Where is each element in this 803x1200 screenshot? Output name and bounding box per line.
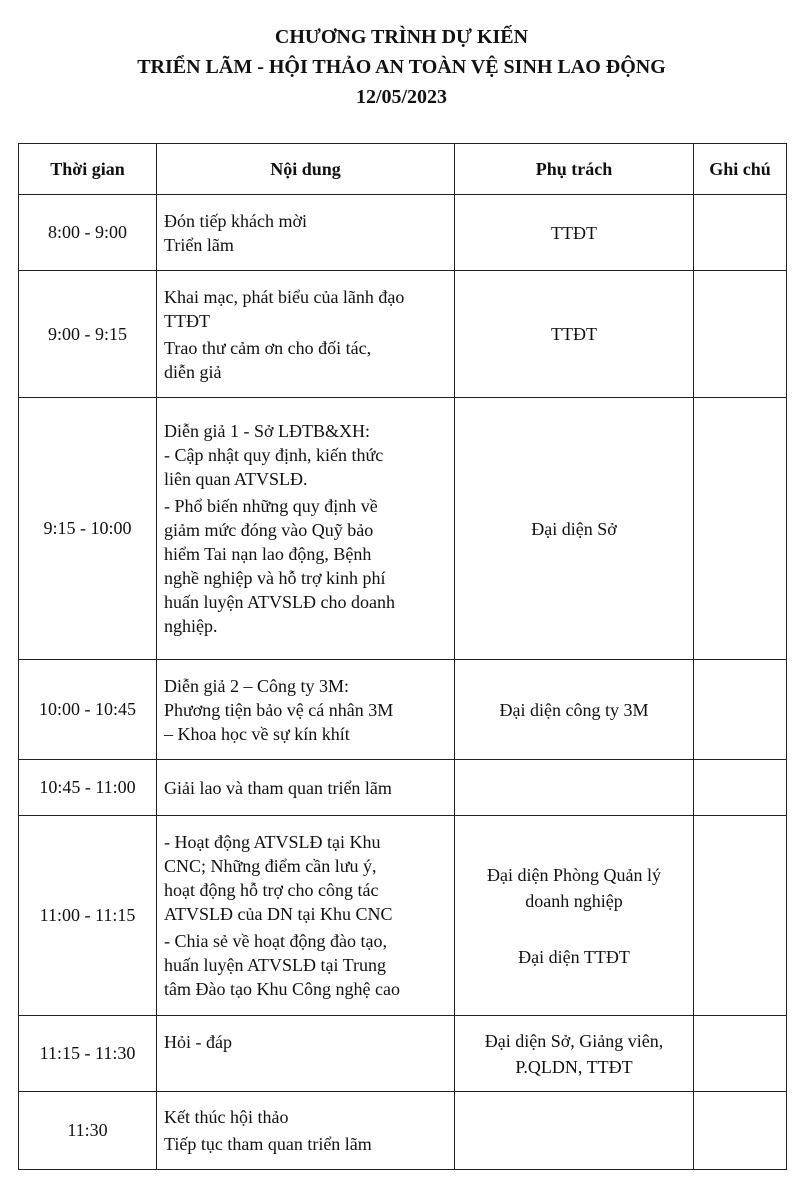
cell-owner: [455, 195, 694, 271]
content-line: – Khoa học về sự kín khít: [164, 723, 350, 744]
cell-content: [157, 195, 455, 271]
cell-owner: [455, 1092, 694, 1170]
cell-content: [157, 398, 455, 660]
content-line: hoạt động hỗ trợ cho công tác: [164, 880, 379, 900]
cell-note: [694, 1092, 787, 1170]
cell-note: [694, 660, 787, 760]
table-row: [19, 660, 787, 760]
cell-time: 9:00 - 9:15: [19, 271, 157, 398]
cell-time: 11:30: [19, 1092, 157, 1170]
table-row: [19, 398, 787, 660]
content-line: Hỏi - đáp: [164, 1032, 232, 1052]
cell-owner: [455, 660, 694, 760]
cell-content: [157, 816, 455, 1016]
header-note: Ghi chú: [694, 144, 787, 195]
header-time: Thời gian: [19, 144, 157, 195]
cell-note: [694, 195, 787, 271]
cell-note: [694, 1016, 787, 1092]
owner-line: TTĐT: [551, 222, 597, 243]
table-row: [19, 816, 787, 1016]
content-line: Kết thúc hội thảo: [164, 1107, 289, 1127]
table-row: [19, 271, 787, 398]
content-line: hiểm Tai nạn lao động, Bệnh: [164, 544, 372, 564]
content-line: Triển lãm: [164, 234, 234, 255]
content-line: nghề nghiệp và hỗ trợ kinh phí: [164, 568, 386, 588]
content-line: Đón tiếp khách mời: [164, 210, 307, 231]
content-line: TTĐT: [164, 310, 210, 331]
content-line: Diễn giả 1 - Sở LĐTB&XH:: [164, 421, 370, 441]
owner-line: TTĐT: [551, 324, 597, 344]
header-owner: Phụ trách: [455, 144, 694, 195]
content-line: - Chia sẻ về hoạt động đào tạo,: [164, 931, 387, 951]
content-line: ATVSLĐ của DN tại Khu CNC: [164, 904, 393, 924]
content-line: Trao thư cảm ơn cho đối tác,: [164, 337, 372, 358]
cell-note: [694, 760, 787, 816]
cell-time: 10:45 - 11:00: [19, 760, 157, 816]
table-row: [19, 1016, 787, 1092]
cell-content: [157, 271, 455, 398]
content-line: - Hoạt động ATVSLĐ tại Khu: [164, 832, 381, 852]
cell-content: [157, 760, 455, 816]
cell-time: 9:15 - 10:00: [19, 398, 157, 660]
owner-line: Đại diện Phòng Quản lý: [487, 864, 661, 885]
cell-owner: [455, 816, 694, 1016]
cell-note: [694, 816, 787, 1016]
owner-line: Đại diện Sở: [531, 518, 617, 539]
content-line: Diễn giả 2 – Công ty 3M:: [164, 675, 349, 696]
header-content: Nội dung: [157, 144, 455, 195]
cell-time: 8:00 - 9:00: [19, 195, 157, 271]
cell-owner: [455, 760, 694, 816]
cell-time: 11:15 - 11:30: [19, 1016, 157, 1092]
content-line: Khai mạc, phát biểu của lãnh đạo: [164, 286, 405, 307]
owner-line: Đại diện công ty 3M: [499, 699, 649, 720]
content-line: tâm Đào tạo Khu Công nghệ cao: [164, 979, 400, 999]
table-row: [19, 760, 787, 816]
table-row: [19, 195, 787, 271]
cell-content: [157, 1092, 455, 1170]
owner-line: Đại diện Sở, Giảng viên,: [484, 1030, 664, 1051]
content-line: - Cập nhật quy định, kiến thức: [164, 445, 384, 465]
content-line: huấn luyện ATVSLĐ cho doanh: [164, 592, 395, 612]
content-line: Giải lao và tham quan triển lãm: [164, 777, 392, 798]
cell-note: [694, 398, 787, 660]
cell-owner: [455, 1016, 694, 1092]
content-line: liên quan ATVSLĐ.: [164, 469, 308, 489]
cell-time: 11:00 - 11:15: [19, 816, 157, 1016]
owner-line: Đại diện TTĐT: [518, 946, 630, 967]
content-line: - Phổ biến những quy định về: [164, 496, 378, 516]
content-line: nghiệp.: [164, 616, 218, 636]
cell-owner: [455, 271, 694, 398]
content-line: CNC; Những điểm cần lưu ý,: [164, 856, 377, 876]
schedule-body: [19, 195, 787, 1170]
owner-line: doanh nghiệp: [525, 890, 623, 911]
header-title: CHƯƠNG TRÌNH DỰ KIẾN: [274, 26, 529, 48]
header-date: 12/05/2023: [355, 86, 448, 108]
cell-content: [157, 660, 455, 760]
content-line: giảm mức đóng vào Quỹ bảo: [164, 520, 374, 540]
cell-content: [157, 1016, 455, 1092]
schedule-table: [18, 143, 787, 1170]
cell-time: 10:00 - 10:45: [19, 660, 157, 760]
cell-note: [694, 271, 787, 398]
owner-line: P.QLDN, TTĐT: [515, 1056, 633, 1077]
content-line: Tiếp tục tham quan triển lãm: [164, 1134, 372, 1154]
content-line: Phương tiện bảo vệ cá nhân 3M: [164, 699, 394, 720]
table-header-row: [19, 144, 787, 195]
document-header: [0, 22, 803, 112]
owner-gap: [462, 914, 686, 944]
content-line: huấn luyện ATVSLĐ tại Trung: [164, 955, 387, 975]
table-row: [19, 1092, 787, 1170]
content-line: diễn giả: [164, 361, 222, 382]
header-subtitle: TRIỂN LÃM - HỘI THẢO AN TOÀN VỆ SINH LAO ĐỘNG: [137, 56, 666, 78]
cell-owner: [455, 398, 694, 660]
